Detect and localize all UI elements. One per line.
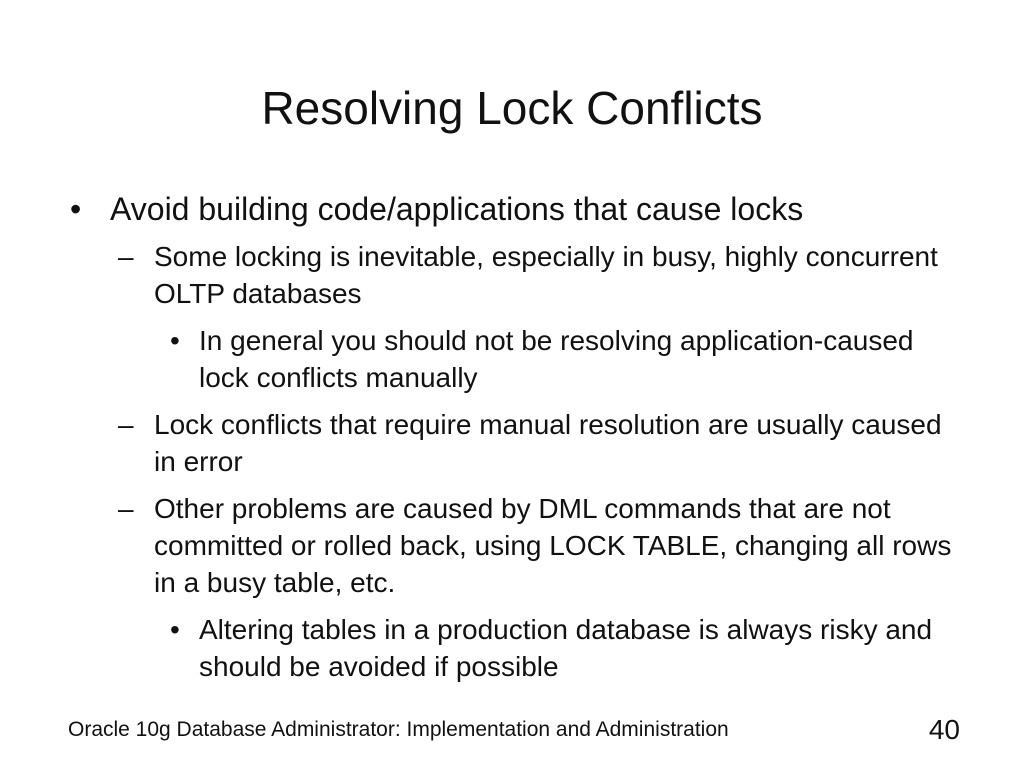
dash-marker: – (118, 493, 134, 524)
subbullet-other-problems (0, 490, 954, 601)
subsubbullet-altering-tables (0, 611, 959, 685)
bullet-marker: • (170, 614, 180, 645)
subbullet-text: Other problems are caused by DML commands that are not committed or rolled back, using LOCK TABLE, changing all rows in a busy table, etc. (154, 493, 952, 598)
slide-title: Resolving Lock Conflicts (261, 82, 763, 134)
subbullet-text: Some locking is inevitable, especially in busy, highly concurrent OLTP databases (154, 241, 938, 309)
bullet-text: Avoid building code/applications that cause locks (110, 191, 804, 227)
subbullet-text: Lock conflicts that require manual resolution are usually caused in error (154, 409, 942, 477)
subsubbullet-text: Altering tables in a production database is always risky and should be avoided if possible (199, 614, 933, 682)
bullet-marker: • (170, 325, 180, 356)
slide-body (0, 190, 1024, 695)
page-number: 40 (928, 714, 960, 745)
subbullet-locking-inevitable (0, 238, 954, 312)
dash-marker: – (118, 409, 134, 440)
subsubbullet-not-manual (0, 322, 959, 396)
footer-text: Oracle 10g Database Administrator: Implementation and Administration (68, 718, 729, 741)
dash-marker: – (118, 241, 134, 272)
bullet-marker: • (70, 191, 82, 227)
subsubbullet-text: In general you should not be resolving application-caused lock conflicts manually (199, 325, 914, 393)
bullet-avoid-locks (0, 190, 930, 228)
subbullet-manual-resolution (0, 406, 954, 480)
